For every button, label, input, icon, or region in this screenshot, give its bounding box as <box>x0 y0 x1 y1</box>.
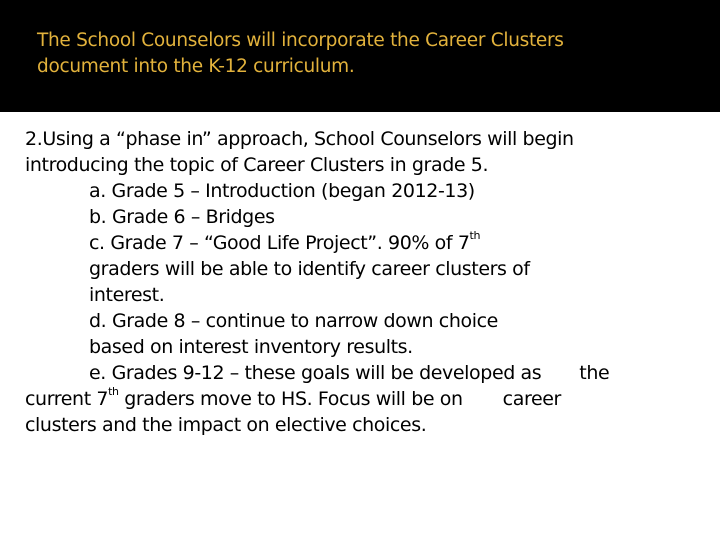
item-e-cont-2: clusters and the impact on elective choices. <box>25 414 427 436</box>
title-line-2: document into the K-12 curriculum. <box>37 56 355 77</box>
item-e-text: e. Grades 9-12 – these goals will be developed as <box>89 362 542 384</box>
ordinal-suffix: th <box>469 228 481 242</box>
body-line-2: introducing the topic of Career Clusters in grade 5. <box>25 154 489 176</box>
item-e-tail: the <box>579 362 610 384</box>
item-e-cont-1a: current 7 <box>25 388 109 410</box>
item-c-text: c. Grade 7 – “Good Life Project”. 90% of 7 <box>89 232 470 254</box>
item-a: a. Grade 5 – Introduction (began 2012-13) <box>89 180 475 202</box>
ordinal-suffix: th <box>108 384 119 398</box>
title-bar <box>0 0 720 112</box>
slide-title <box>37 26 697 78</box>
item-e-cont-1c: career <box>502 388 561 410</box>
item-c-cont-2: interest. <box>89 284 165 306</box>
item-e <box>25 360 705 386</box>
item-c-cont-1: graders will be able to identify career clusters of <box>89 258 530 280</box>
item-c <box>25 230 705 256</box>
body-line-1: 2.Using a “phase in” approach, School Counselors will begin <box>25 128 574 150</box>
item-d: d. Grade 8 – continue to narrow down choice <box>89 310 498 332</box>
slide-body <box>25 126 705 438</box>
item-e-cont-1 <box>25 386 705 412</box>
item-b: b. Grade 6 – Bridges <box>89 206 275 228</box>
title-line-1: The School Counselors will incorporate the Career Clusters <box>37 30 564 51</box>
item-d-cont: based on interest inventory results. <box>89 336 413 358</box>
item-e-cont-1b: graders move to HS. Focus will be on <box>118 388 463 410</box>
